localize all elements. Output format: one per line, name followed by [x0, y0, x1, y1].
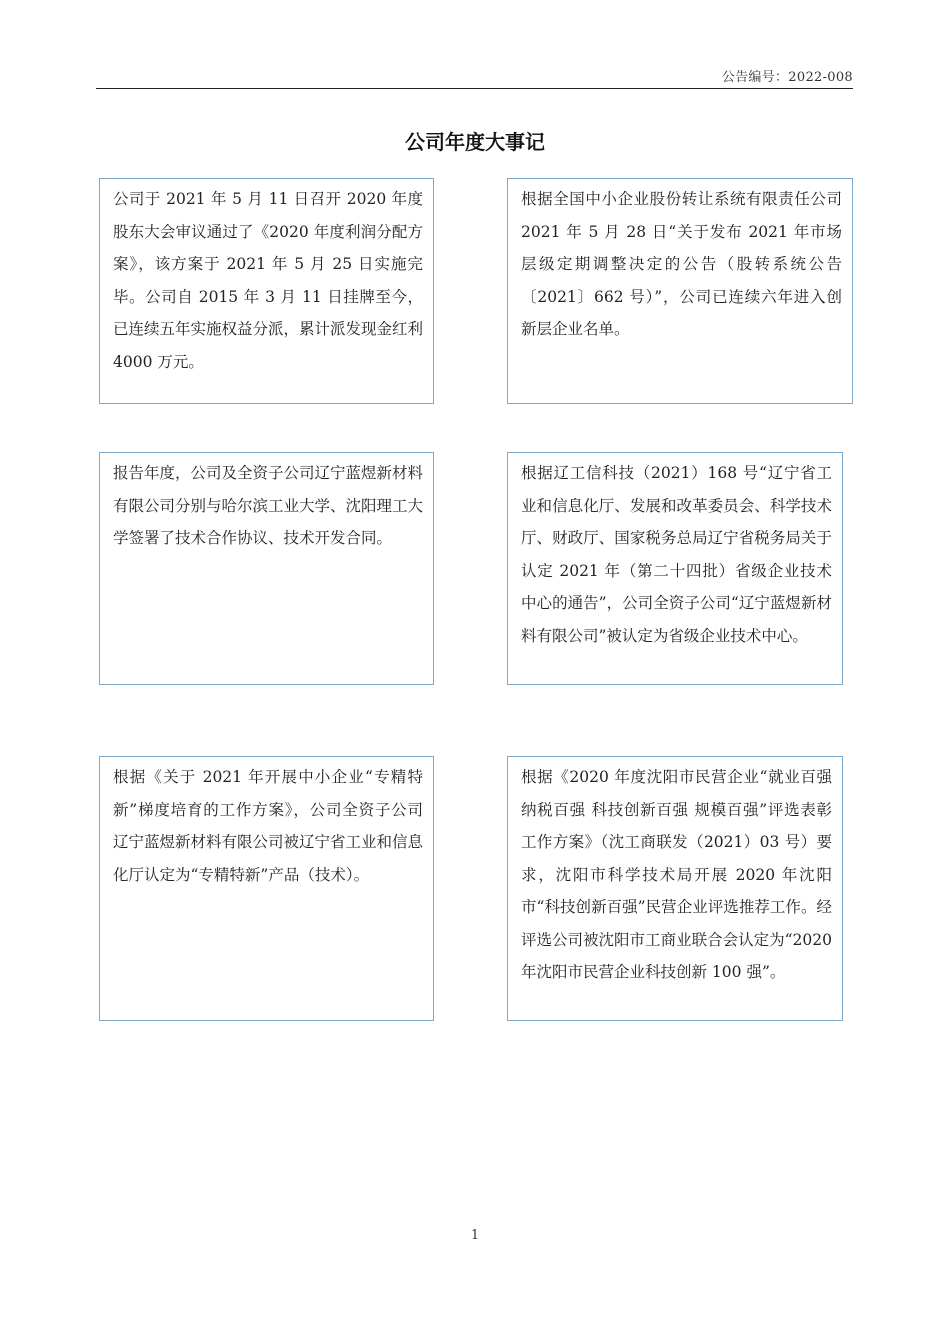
page-title: 公司年度大事记 — [405, 130, 545, 154]
event-box-tech-center: 根据辽工信科技（2021）168 号“辽宁省工业和信息化厅、发展和改革委员会、科学技术厅、财政厅、国家税务总局辽宁省税务局关于认定 2021 年（第二十四批）省级企业技术中心的通告”，公司全资子公司“辽宁蓝煜新材料有限公司”被认定为省级企业技术中心。 — [507, 452, 843, 685]
event-box-innovation-tier: 根据全国中小企业股份转让系统有限责任公司 2021 年 5 月 28 日“关于发布 2021 年市场层级定期调整决定的公告（股转系统公告〔2021〕662 号）”，公司已连续六年进入创新层企业名单。 — [507, 178, 853, 404]
page-number: 1 — [470, 1228, 480, 1243]
event-box-dividend: 公司于 2021 年 5 月 11 日召开 2020 年度股东大会审议通过了《2020 年度利润分配方案》，该方案于 2021 年 5 月 25 日实施完毕。公司自 2015 年 3 月 11 日挂牌至今，已连续五年实施权益分派，累计派发现金红利 4000 万元。 — [99, 178, 434, 404]
event-box-specialized: 根据《关于 2021 年开展中小企业“专精特新”梯度培育的工作方案》，公司全资子公司辽宁蓝煜新材料有限公司被辽宁省工业和信息化厅认定为“专精特新”产品（技术）。 — [99, 756, 434, 1021]
header-divider — [96, 88, 853, 89]
event-box-top100: 根据《2020 年度沈阳市民营企业“就业百强 纳税百强 科技创新百强 规模百强”评选表彰工作方案》（沈工商联发（2021）03 号）要求，沈阳市科学技术局开展 2020 年沈阳市“科技创新百强”民营企业评选推荐工作。经评选公司被沈阳市工商业联合会认定为“2020 年沈阳市民营企业科技创新 100 强”。 — [507, 756, 843, 1021]
event-box-tech-cooperation: 报告年度，公司及全资子公司辽宁蓝煜新材料有限公司分别与哈尔滨工业大学、沈阳理工大学签署了技术合作协议、技术开发合同。 — [99, 452, 434, 685]
announcement-number: 公告编号：2022-008 — [721, 70, 853, 85]
